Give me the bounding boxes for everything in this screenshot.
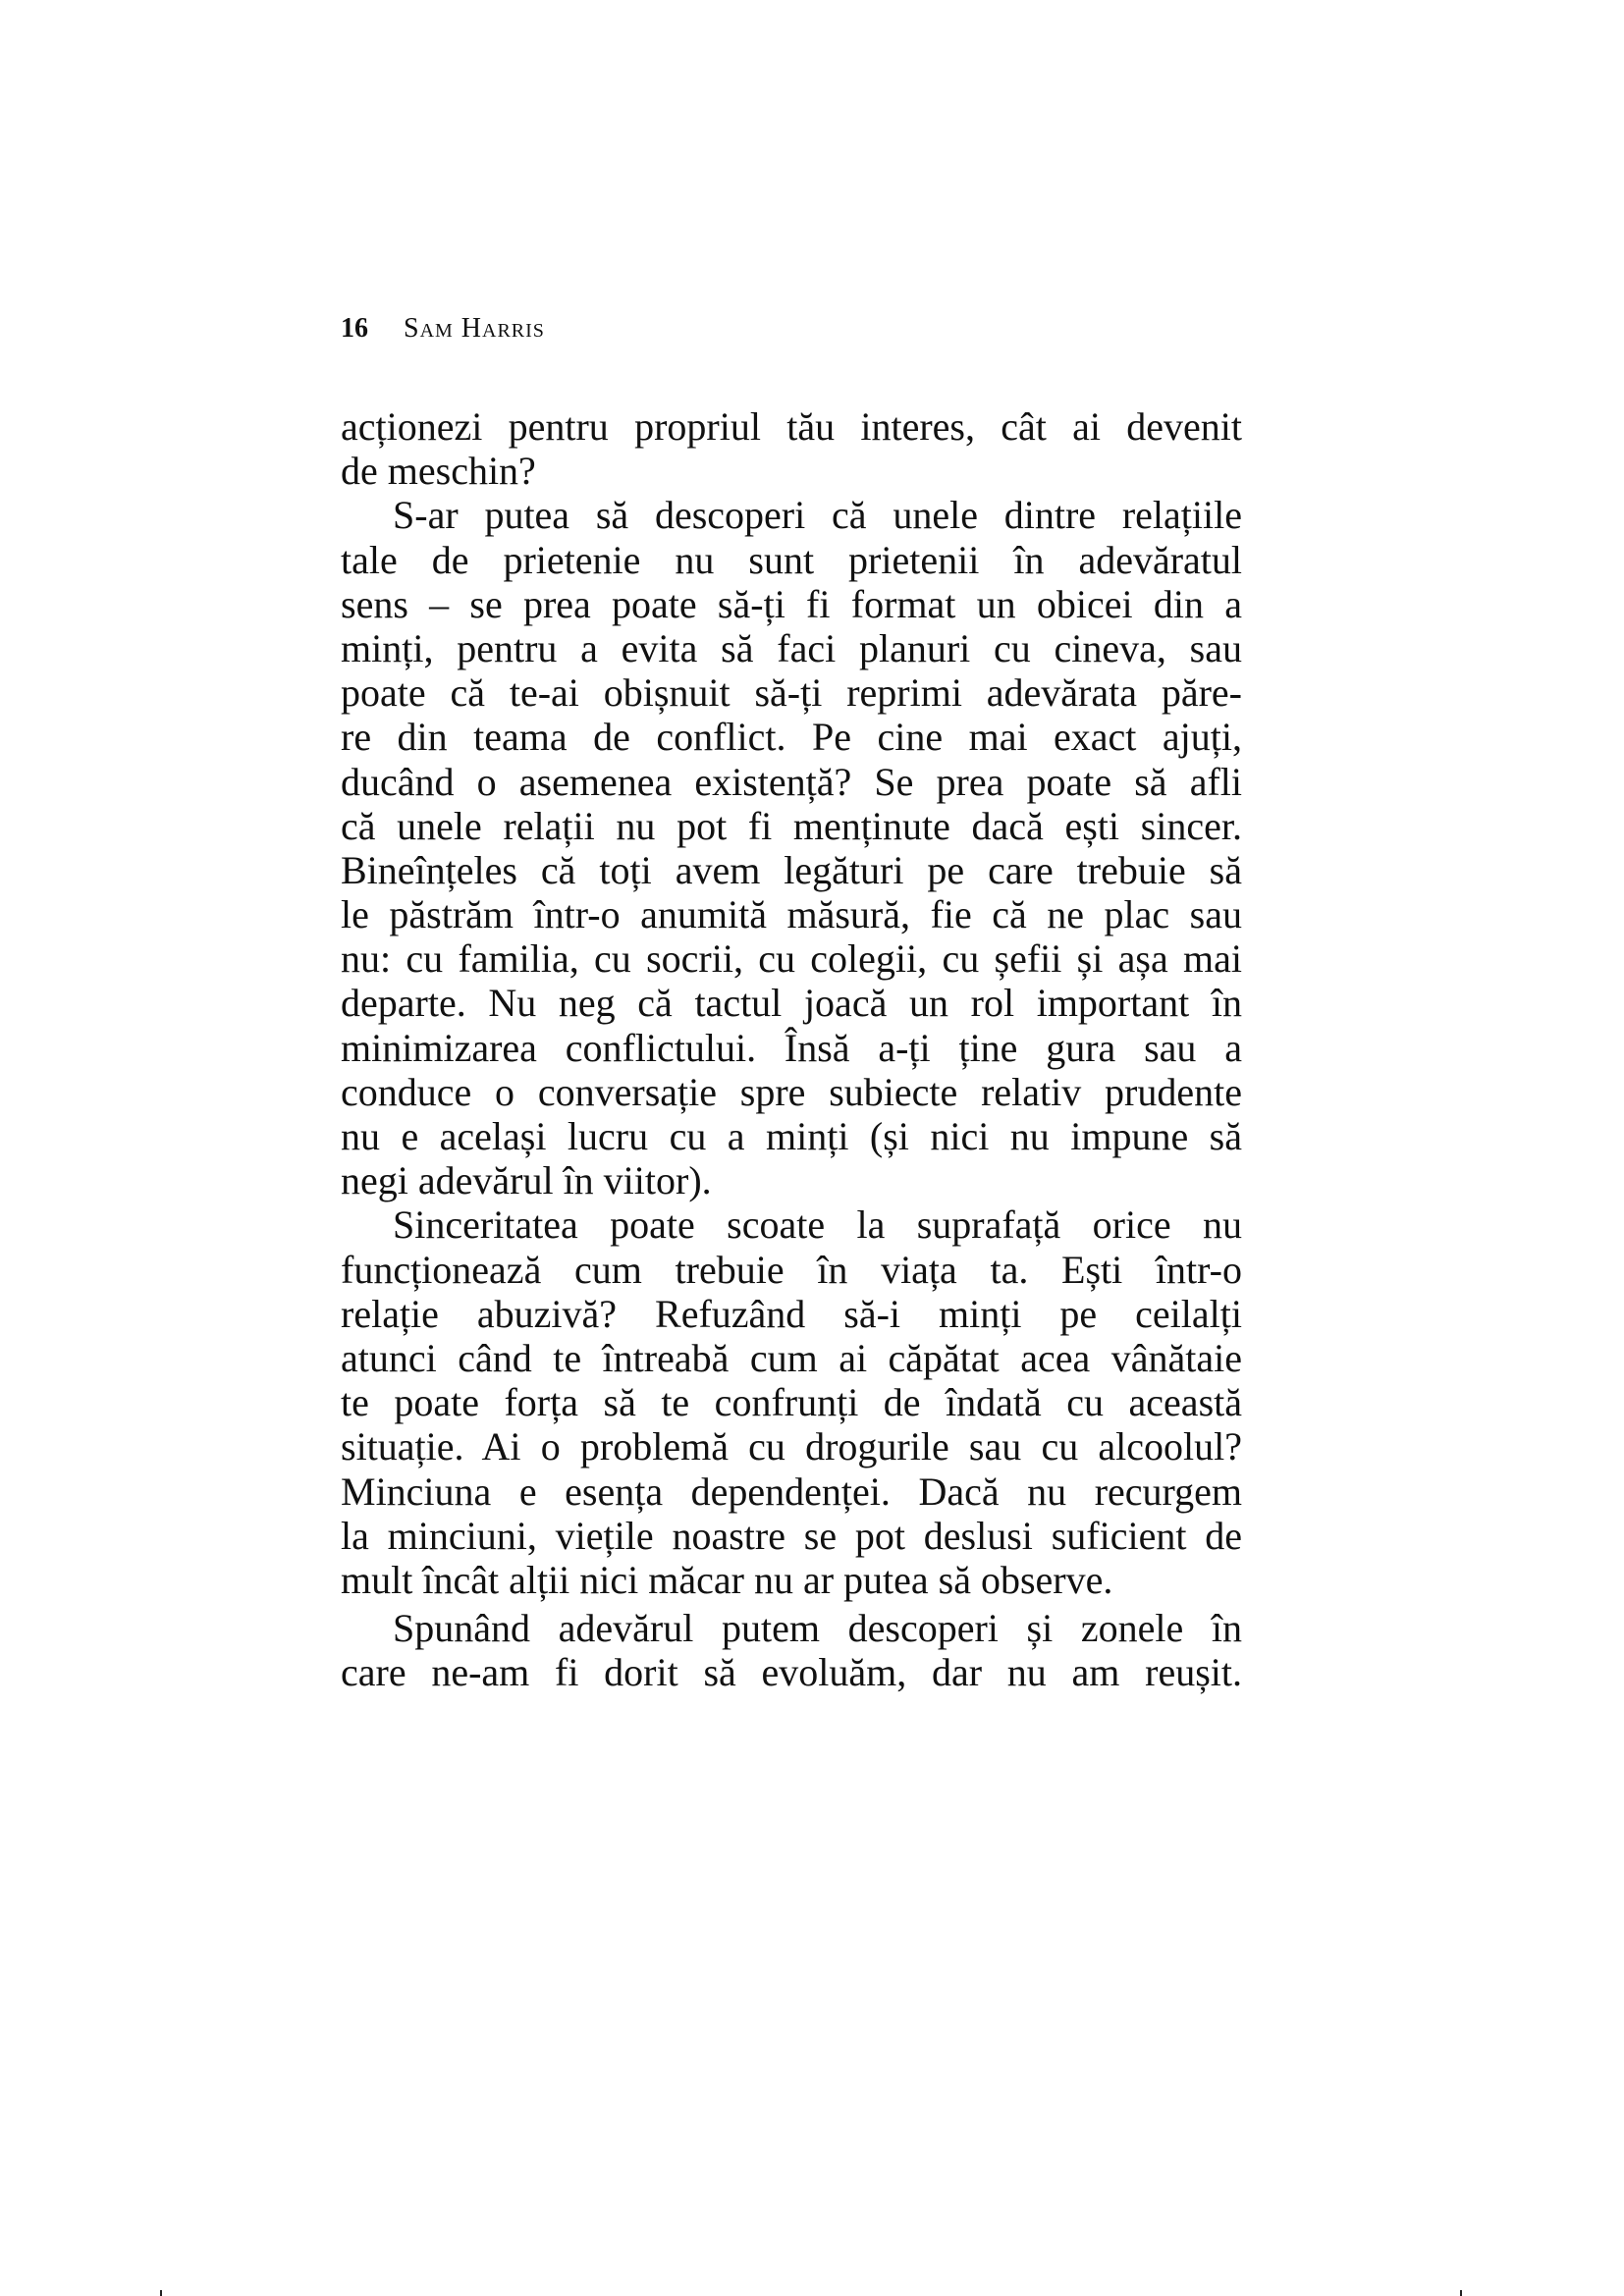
text-line: re din teama de conflict. Pe cine mai exact ajuți,	[341, 715, 1242, 760]
text-line: departe. Nu neg că tactul joacă un rol important în	[341, 981, 1242, 1026]
crop-mark-left	[160, 2290, 162, 2296]
text-line: Bineînțeles că toți avem legături pe care trebuie să	[341, 847, 1242, 892]
text-line: care ne-am fi dorit să evoluăm, dar nu am reușit.	[341, 1650, 1242, 1695]
running-head-author: Sam Harris	[404, 313, 545, 344]
text-line: că unele relații nu pot fi menținute dacă ești sincer.	[341, 803, 1242, 848]
text-line: situație. Ai o problemă cu drogurile sau cu alcoolul?	[341, 1424, 1242, 1469]
crop-mark-right	[1460, 2290, 1462, 2296]
text-line: nu e același lucru cu a minți (și nici nu impune să	[341, 1114, 1242, 1158]
text-line: de meschin?	[341, 449, 536, 494]
page-number: 16	[341, 313, 368, 344]
paragraph	[341, 1606, 1242, 1694]
text-line: le păstrăm într-o anumită măsură, fie că ne plac sau	[341, 892, 1242, 937]
running-head	[341, 312, 545, 346]
text-line: S-ar putea să descoperi că unele dintre relațiile	[393, 493, 1242, 538]
text-line: Sinceritatea poate scoate la suprafață orice nu	[393, 1202, 1242, 1248]
text-line: Minciuna e esența dependenței. Dacă nu recurgem	[341, 1468, 1242, 1514]
text-line: sens – se prea poate să-ți fi format un obicei din a	[341, 581, 1242, 626]
text-line: la minciuni, viețile noastre se pot deslusi suficient de	[341, 1513, 1242, 1558]
text-line: mult încât alții nici măcar nu ar putea să observe.	[341, 1557, 1113, 1602]
body-text	[341, 404, 1242, 1694]
text-line: Spunând adevărul putem descoperi și zonele în	[393, 1606, 1242, 1651]
text-line: te poate forța să te confrunți de îndată cu această	[341, 1380, 1242, 1425]
text-line: minimizarea conflictului. Însă a-ți ține gura sau a	[341, 1025, 1242, 1070]
text-line: tale de prietenie nu sunt prietenii în adevăratul	[341, 537, 1242, 582]
text-line: funcționează cum trebuie în viața ta. Ești într-o	[341, 1247, 1242, 1292]
text-line: relație abuzivă? Refuzând să-i minți pe ceilalți	[341, 1291, 1242, 1336]
text-line: acționezi pentru propriul tău interes, cât ai devenit	[341, 404, 1242, 449]
paragraph	[341, 1202, 1242, 1602]
text-line: minți, pentru a evita să faci planuri cu cineva, sau	[341, 625, 1242, 670]
paragraph	[341, 404, 1242, 493]
text-line: atunci când te întreabă cum ai căpătat acea vânătaie	[341, 1335, 1242, 1380]
text-line: nu: cu familia, cu socrii, cu colegii, cu șefii și așa mai	[341, 936, 1242, 982]
text-line: conduce o conversație spre subiecte relativ prudente	[341, 1069, 1242, 1114]
text-line: poate că te-ai obișnuit să-ți reprimi adevărata păre-	[341, 670, 1242, 716]
text-line: negi adevărul în viitor).	[341, 1158, 712, 1203]
text-line: ducând o asemenea existență? Se prea poate să afli	[341, 759, 1242, 804]
paragraph	[341, 493, 1242, 1202]
